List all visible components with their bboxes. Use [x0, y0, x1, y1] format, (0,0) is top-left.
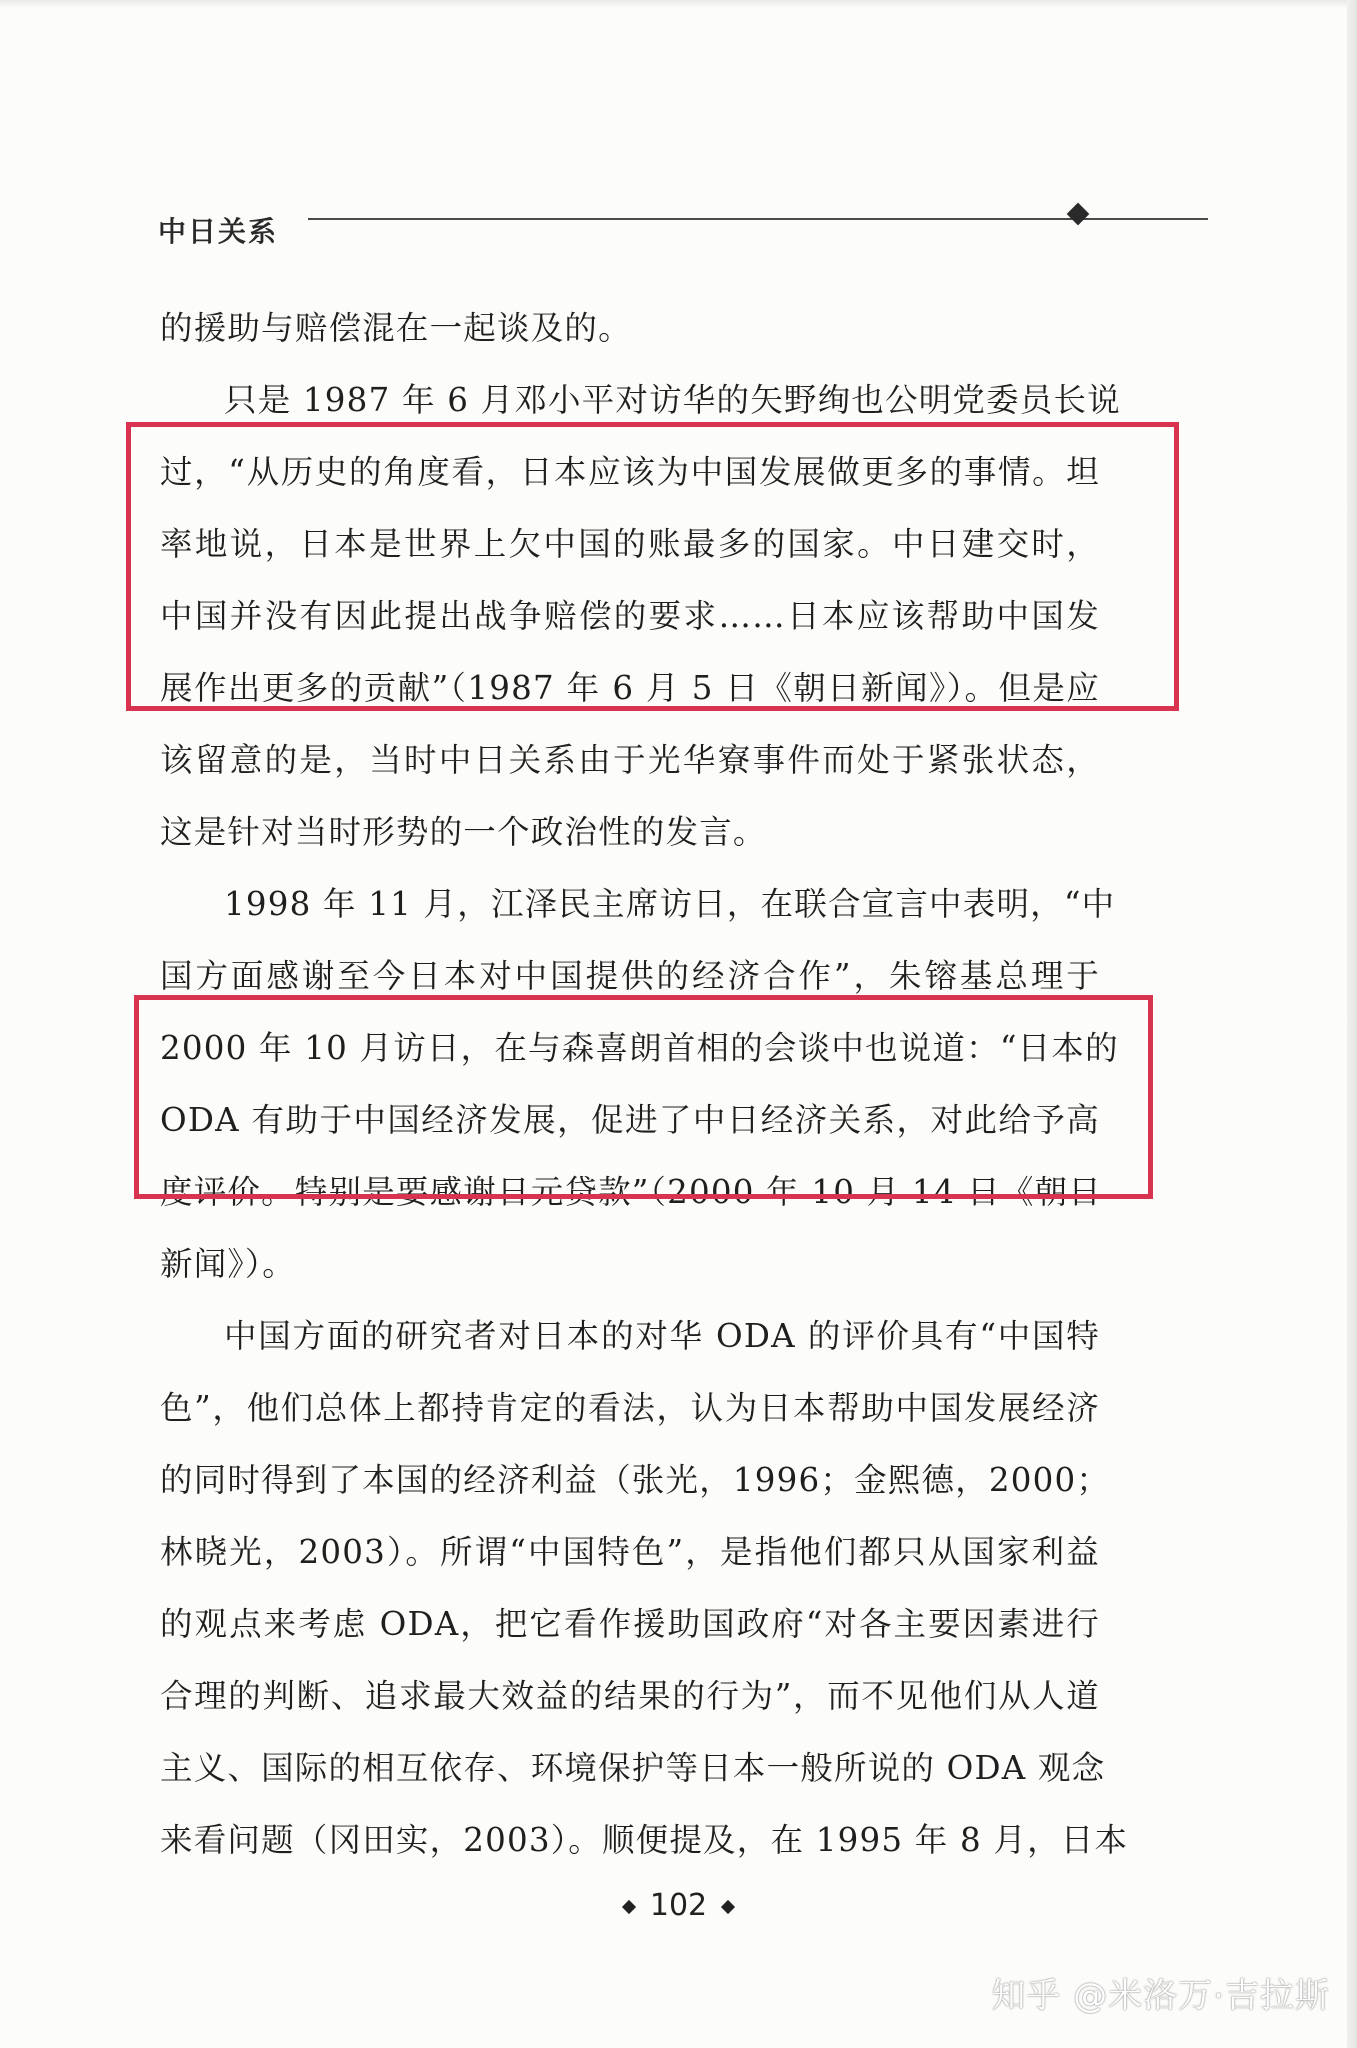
highlight-box-zhu-quote [134, 995, 1153, 1199]
text-line: 展作出更多的贡献”（1987 年 6 月 5 日《朝日新闻》）。但是应 [160, 669, 1100, 707]
text-line: 的观点来考虑 ODA，把它看作援助国政府“对各主要因素进行 [160, 1605, 1100, 1643]
watermark: 知乎 @米洛万·吉拉斯 [991, 1976, 1330, 2016]
running-head-title: 中日关系 [158, 215, 279, 248]
running-head-diamond-icon [1067, 203, 1090, 226]
text-line: 合理的判断、追求最大效益的结果的行为”，而不见他们从人道 [160, 1677, 1100, 1715]
text-line: 主义、国际的相互依存、环境保护等日本一般所说的 ODA 观念 [160, 1749, 1106, 1787]
text-line: 的同时得到了本国的经济利益（张光，1996；金熙德，2000； [160, 1461, 1111, 1499]
text-line: 2000 年 10 月访日，在与森喜朗首相的会谈中也说道：“日本的 [160, 1029, 1119, 1067]
page-top-edge [0, 0, 1357, 8]
highlight-box-deng-quote [126, 422, 1179, 711]
text-line: 只是 1987 年 6 月邓小平对访华的矢野绚也公明党委员长说 [224, 381, 1121, 419]
text-line: 来看问题（冈田实，2003）。顺便提及，在 1995 年 8 月，日本 [160, 1821, 1129, 1859]
page-number-text: 102 [649, 1888, 708, 1923]
text-line: 度评价。特别是要感谢日元贷款”（2000 年 10 月 14 日《朝日 [160, 1173, 1102, 1211]
text-line: 新闻》）。 [160, 1245, 297, 1283]
page-number [0, 1888, 1357, 1923]
running-head [158, 206, 1093, 256]
text-line: 国方面感谢至今日本对中国提供的经济合作”，朱镕基总理于 [160, 957, 1100, 995]
folio-diamond-icon [622, 1899, 636, 1913]
text-line: 中国方面的研究者对日本的对华 ODA 的评价具有“中国特 [224, 1317, 1100, 1355]
text-line: ODA 有助于中国经济发展，促进了中日经济关系，对此给予高 [160, 1101, 1100, 1139]
text-line: 1998 年 11 月，江泽民主席访日，在联合宣言中表明，“中 [224, 885, 1116, 923]
page-binding-edge [1347, 0, 1357, 2048]
folio-diamond-icon [721, 1899, 735, 1913]
text-line: 这是针对当时形势的一个政治性的发言。 [160, 813, 767, 851]
text-line: 该留意的是，当时中日关系由于光华寮事件而处于紧张状态， [160, 741, 1100, 779]
text-line: 率地说，日本是世界上欠中国的账最多的国家。中日建交时， [160, 525, 1100, 563]
text-line: 的援助与赔偿混在一起谈及的。 [160, 309, 632, 347]
text-line: 过，“从历史的角度看，日本应该为中国发展做更多的事情。坦 [160, 453, 1100, 491]
text-line: 林晓光，2003）。所谓“中国特色”，是指他们都只从国家利益 [160, 1533, 1100, 1571]
text-line: 中国并没有因此提出战争赔偿的要求……日本应该帮助中国发 [160, 597, 1100, 635]
text-line: 色”，他们总体上都持肯定的看法，认为日本帮助中国发展经济 [160, 1389, 1100, 1427]
